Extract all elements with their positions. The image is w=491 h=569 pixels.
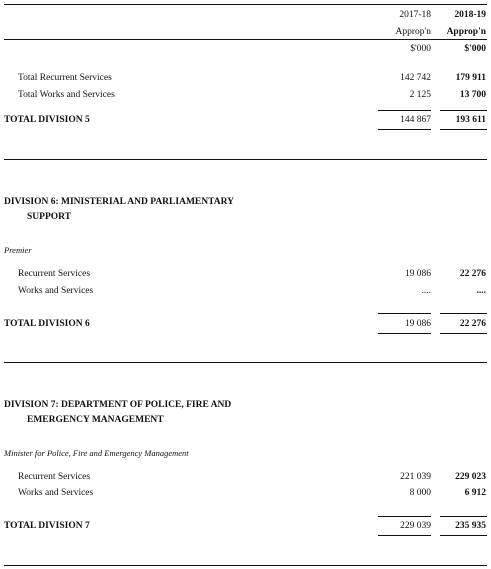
row-value-2018-19: .... bbox=[476, 286, 486, 296]
total-value-2018-19: 22 276 bbox=[459, 319, 486, 329]
col2-year: 2018-19 bbox=[454, 10, 486, 20]
top-rule bbox=[4, 4, 487, 5]
total-rule-col1 bbox=[378, 110, 431, 111]
total-value-2018-19: 193 611 bbox=[455, 115, 486, 125]
total-underline-col1 bbox=[378, 535, 431, 536]
total-value-2017-18: 144 867 bbox=[400, 115, 431, 125]
col2-label: Approp'n bbox=[446, 27, 486, 37]
bottom-rule bbox=[4, 565, 487, 566]
total-underline-col1 bbox=[378, 129, 431, 130]
section-separator bbox=[4, 159, 487, 160]
row-label: Total Recurrent Services bbox=[18, 73, 112, 83]
total-underline-col1 bbox=[378, 333, 431, 334]
row-label: Recurrent Services bbox=[18, 269, 91, 279]
division-title-line2: EMERGENCY MANAGEMENT bbox=[27, 415, 164, 425]
division-title-line2: SUPPORT bbox=[27, 212, 72, 222]
total-label: TOTAL DIVISION 5 bbox=[4, 115, 90, 125]
row-value-2018-19: 179 911 bbox=[455, 73, 486, 83]
row-label: Recurrent Services bbox=[18, 472, 91, 482]
row-value-2017-18: 2 125 bbox=[409, 90, 431, 100]
row-value-2018-19: 6 912 bbox=[464, 488, 486, 498]
total-value-2018-19: 235 935 bbox=[455, 521, 486, 531]
total-label: TOTAL DIVISION 7 bbox=[4, 521, 90, 531]
row-value-2017-18: 142 742 bbox=[400, 73, 431, 83]
row-value-2017-18: 19 086 bbox=[404, 269, 431, 279]
row-value-2017-18: 8 000 bbox=[409, 488, 431, 498]
row-label: Works and Services bbox=[18, 286, 94, 296]
division-title bbox=[4, 398, 231, 428]
col1-unit: $'000 bbox=[410, 44, 431, 54]
col2-unit: $'000 bbox=[464, 44, 486, 54]
division-title-line1: DIVISION 7: DEPARTMENT OF POLICE, FIRE AND bbox=[4, 400, 232, 410]
row-label: Total Works and Services bbox=[18, 90, 115, 100]
row-value-2017-18: 221 039 bbox=[400, 472, 431, 482]
row-value-2018-19: 13 700 bbox=[459, 90, 486, 100]
col1-label: Approp'n bbox=[395, 27, 431, 37]
total-value-2017-18: 229 039 bbox=[400, 521, 431, 531]
minister-label: Minister for Police, Fire and Emergency Management bbox=[4, 448, 189, 458]
division-title-line1: DIVISION 6: MINISTERIAL AND PARLIAMENTARY bbox=[4, 197, 234, 207]
division-title bbox=[4, 195, 234, 225]
row-value-2018-19: 22 276 bbox=[459, 269, 486, 279]
total-label: TOTAL DIVISION 6 bbox=[4, 319, 90, 329]
total-underline-col2 bbox=[440, 333, 487, 334]
minister-label: Premier bbox=[4, 245, 32, 255]
total-rule-col1 bbox=[378, 313, 431, 314]
header-rule bbox=[4, 39, 487, 40]
total-value-2017-18: 19 086 bbox=[404, 319, 431, 329]
col1-year: 2017-18 bbox=[399, 10, 431, 20]
total-underline-col2 bbox=[440, 535, 487, 536]
row-value-2018-19: 229 023 bbox=[455, 472, 486, 482]
section-separator bbox=[4, 362, 487, 363]
total-underline-col2 bbox=[440, 129, 487, 130]
total-rule-col2 bbox=[440, 313, 487, 314]
total-rule-col2 bbox=[440, 516, 487, 517]
row-label: Works and Services bbox=[18, 488, 94, 498]
row-value-2017-18: .... bbox=[421, 286, 431, 296]
total-rule-col1 bbox=[378, 516, 431, 517]
total-rule-col2 bbox=[440, 110, 487, 111]
